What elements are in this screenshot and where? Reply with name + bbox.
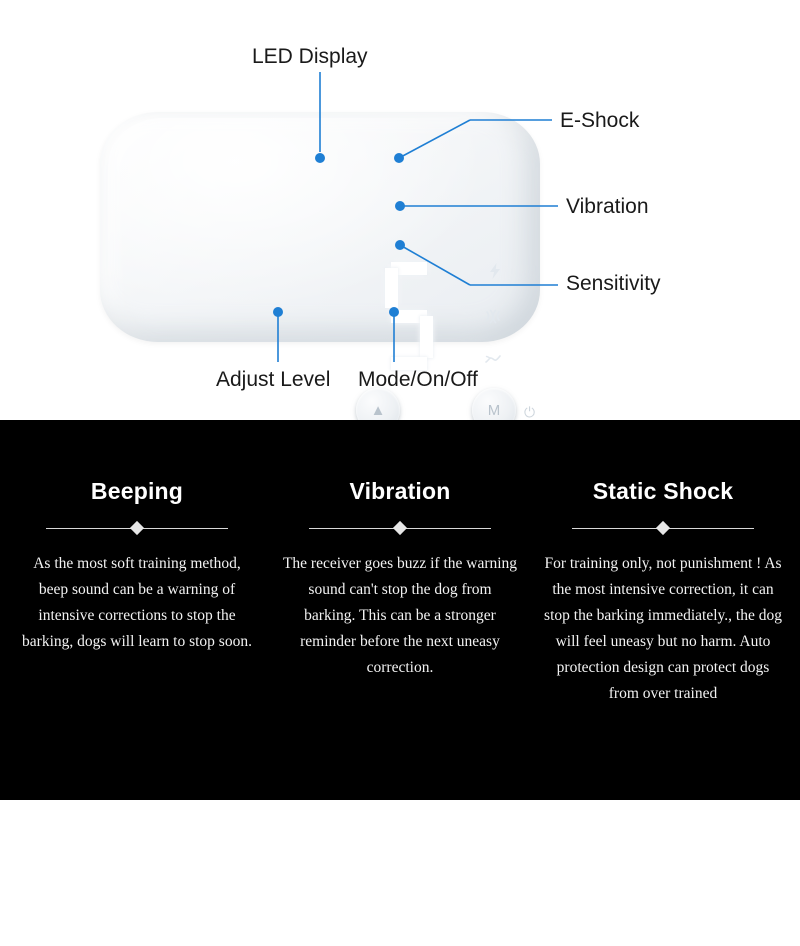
callout-e-shock: E-Shock [560, 109, 640, 132]
adjust-level-button-glyph: ▲ [370, 401, 386, 419]
callout-sensitivity: Sensitivity [566, 272, 661, 295]
features-panel [0, 420, 800, 800]
callout-led-display: LED Display [252, 45, 368, 68]
led-display-digit [385, 262, 433, 370]
callout-mode-on-off: Mode/On/Off [358, 368, 478, 391]
power-icon: ⏻ [524, 404, 536, 420]
divider-ornament [281, 521, 519, 535]
product-diagram-panel [0, 0, 800, 420]
callout-vibration: Vibration [566, 195, 649, 218]
feature-body: For training only, not punishment ! As the most intensive correction, it can stop the barking immediately., the dog will feel uneasy but no harm. Auto protection design can protect dogs from over trained [544, 555, 782, 702]
divider-ornament [544, 521, 782, 535]
feature-title: Beeping [90, 478, 184, 504]
divider-ornament [18, 521, 256, 535]
feature-body: The receiver goes buzz if the warning sound can't stop the dog from barking. This can be a stronger reminder before the next uneasy correction. [282, 555, 518, 676]
feature-column-beeping [18, 478, 256, 707]
arrow-vibration-to-static-shock [489, 930, 547, 946]
feature-column-vibration [281, 478, 519, 707]
feature-title: Static Shock [592, 478, 734, 504]
feature-title: Vibration [349, 478, 451, 504]
feature-columns [0, 420, 800, 707]
callout-adjust-level: Adjust Level [216, 368, 331, 391]
vibration-icon [484, 308, 502, 326]
feature-body: As the most soft training method, beep sound can be a warning of intensive corrections to stop the barking, dogs will learn to stop soon. [22, 555, 252, 650]
feature-column-static-shock [544, 478, 782, 707]
arrow-beeping-to-vibration [208, 930, 266, 946]
mode-button-glyph: M [487, 401, 501, 419]
e-shock-icon [486, 262, 504, 280]
sensitivity-icon [484, 350, 502, 368]
